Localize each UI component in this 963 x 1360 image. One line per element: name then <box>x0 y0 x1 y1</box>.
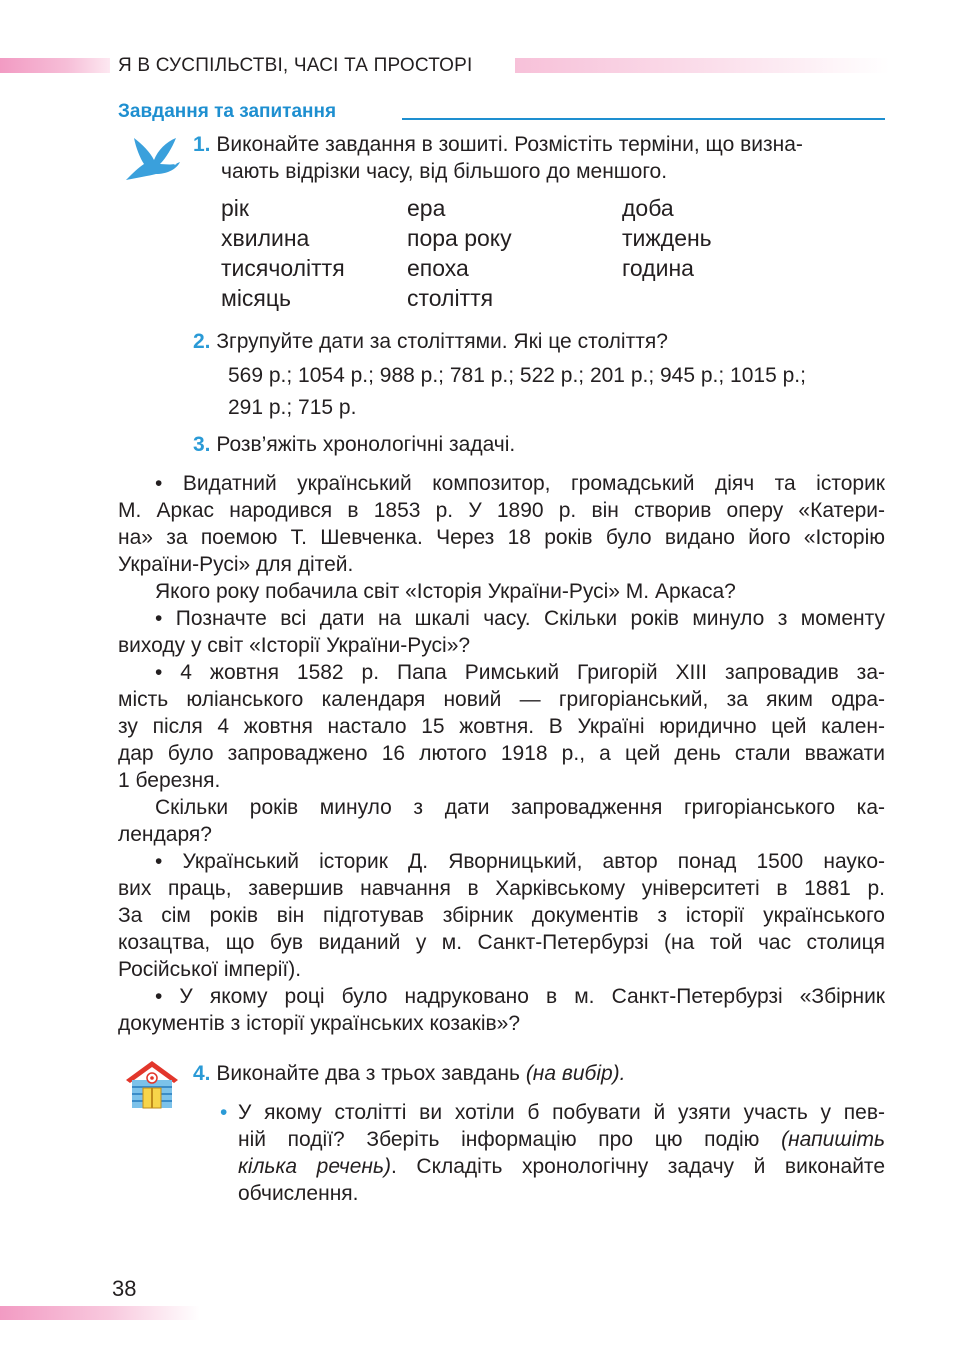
task1-text-line1: Виконайте завдання в зошиті. Розмістіть терміни, що визна- <box>216 133 803 156</box>
task2-block <box>193 328 668 355</box>
task3-line: Російської імперії). <box>118 958 302 981</box>
task3-line: козацтва, що був виданий у м. Санкт-Петербурзі (на той час столиця <box>118 931 885 954</box>
task3-question: Скільки років минуло з дати запровадження григоріанського ка- <box>155 796 885 819</box>
term: епоха <box>407 255 469 281</box>
task2-number: 2. <box>193 330 211 353</box>
task4-b1-line3 <box>238 1153 885 1180</box>
task4-block <box>193 1060 626 1087</box>
task3-line: вих праць, завершив навчання в Харківському університеті в 1881 р. <box>118 877 885 900</box>
header-band-right <box>515 58 890 73</box>
dove-icon <box>122 134 184 186</box>
task3-line: зу після 4 жовтня настало 15 жовтня. В Україні юридично цей кален- <box>118 715 885 738</box>
term: година <box>622 255 694 281</box>
header-title: Я В СУСПІЛЬСТВІ, ЧАСІ ТА ПРОСТОРІ <box>118 55 473 76</box>
task4-number: 4. <box>193 1062 211 1085</box>
task1-text-line2: чають відрізки часу, від більшого до меншого. <box>221 160 668 183</box>
task3-line: • 4 жовтня 1582 р. Папа Римський Григорій XIII запровадив за- <box>155 661 885 684</box>
task3-line: на» за поемою Т. Шевченка. Через 18 років було видано його «Історію <box>118 526 885 549</box>
task2-dates-line1: 569 р.; 1054 р.; 988 р.; 781 р.; 522 р.; 201 р.; 945 р.; 1015 р.; <box>228 364 806 387</box>
term: доба <box>622 195 674 221</box>
task3-line: мість юліанського календаря новий — григоріанський, за яким одра- <box>118 688 885 711</box>
task3-line: За сім років він підготував збірник документів з історії українського <box>118 904 885 927</box>
task3-line: • Видатний український композитор, громадський діяч та історик <box>155 472 885 495</box>
task2-text: Згрупуйте дати за століттями. Які це століття? <box>216 330 668 353</box>
task4-text-italic: (на вибір). <box>525 1062 626 1085</box>
task4-b1-line2b: (напишіть <box>781 1128 885 1151</box>
task3-line: виходу у світ «Історії України-Русі»? <box>118 634 471 657</box>
section-rule <box>402 118 885 120</box>
term: тисячоліття <box>221 255 345 281</box>
term: століття <box>407 285 494 311</box>
task3-block <box>193 431 515 458</box>
task3-line: лендаря? <box>118 823 212 846</box>
terms-col1 <box>221 193 345 313</box>
task4-b1-line3a: кілька речень) <box>238 1155 391 1178</box>
task4-bullet: • <box>220 1101 228 1124</box>
term: місяць <box>221 285 292 311</box>
task3-line: дар було запроваджено 16 лютого 1918 р., а цей день стали вважати <box>118 742 885 765</box>
task3-line: документів з історії українських козаків»? <box>118 1012 521 1035</box>
task3-question: Якого року побачила світ «Історія України-Русі» М. Аркаса? <box>155 580 736 603</box>
task3-question: • У якому році було надруковано в м. Санкт-Петербурзі «Збірник <box>155 985 885 1008</box>
task4-b1-line4: обчислення. <box>238 1182 359 1205</box>
task4-b1-line2a: ній події? Зберіть інформацію про цю подію <box>238 1128 782 1151</box>
section-title: Завдання та запитання <box>118 101 337 122</box>
task4-b1-line2 <box>238 1126 885 1153</box>
task1-number: 1. <box>193 133 211 156</box>
task2-dates-line2: 291 р.; 715 р. <box>228 396 357 419</box>
terms-col2 <box>407 193 512 313</box>
task4-text: Виконайте два з трьох завдань <box>216 1062 520 1085</box>
task1-block <box>193 131 803 158</box>
terms-col3 <box>622 193 712 283</box>
task3-text: Розв’яжіть хронологічні задачі. <box>216 433 516 456</box>
term: пора року <box>407 225 512 251</box>
footer-band <box>0 1306 200 1320</box>
task4-b1-line1: У якому столітті ви хотіли б побувати й узяти участь у пев- <box>238 1101 885 1124</box>
page-number: 38 <box>112 1276 137 1301</box>
task3-line: України-Русі» для дітей. <box>118 553 354 576</box>
header-band-left <box>0 58 110 73</box>
term: хвилина <box>221 225 310 251</box>
task3-line: 1 березня. <box>118 769 221 792</box>
task3-line: М. Аркас народився в 1853 р. У 1890 р. він створив оперу «Катери- <box>118 499 885 522</box>
term: тиждень <box>622 225 712 251</box>
task3-number: 3. <box>193 433 211 456</box>
task4-b1-line3b: . Складіть хронологічну задачу й виконайте <box>390 1155 885 1178</box>
term: рік <box>221 195 249 221</box>
task3-line: • Позначте всі дати на шкалі часу. Скільки років минуло з моменту <box>155 607 885 630</box>
term: ера <box>407 195 446 221</box>
house-icon <box>124 1058 180 1110</box>
task3-line: • Український історик Д. Яворницький, автор понад 1500 науко- <box>155 850 885 873</box>
